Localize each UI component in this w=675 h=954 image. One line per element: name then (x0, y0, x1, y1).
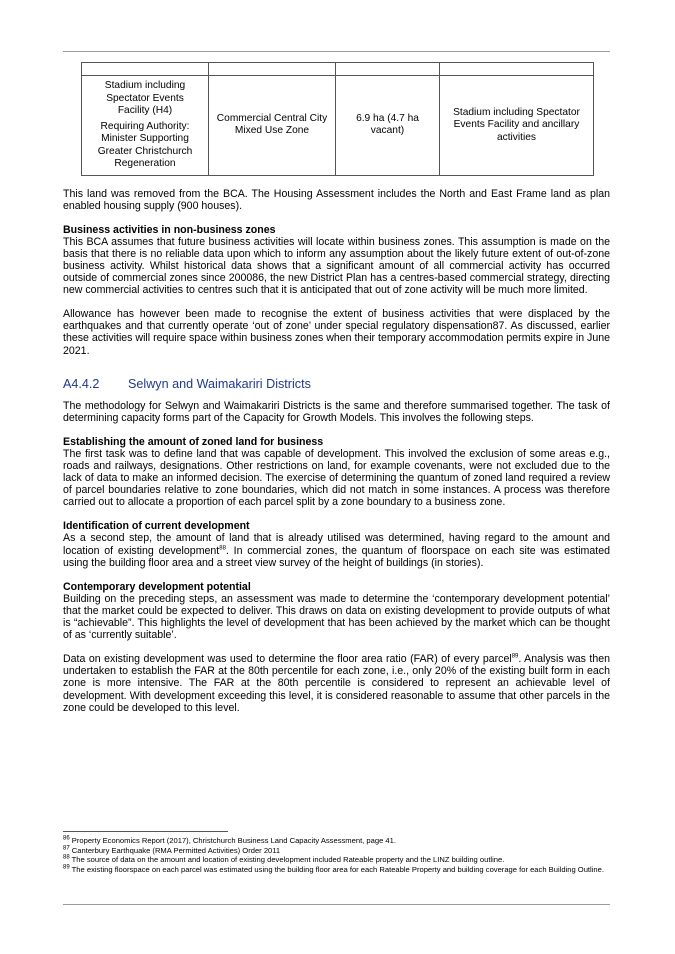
footnote (63, 836, 610, 846)
footnote (63, 855, 610, 865)
footnote-text: Property Economics Report (2017), Christchurch Business Land Capacity Assessment, page 41. (69, 836, 396, 845)
paragraph-far (63, 653, 610, 713)
designation-title-line: Spectator Events (106, 92, 184, 104)
table-cell (440, 63, 594, 76)
paragraph-allowance: Allowance has however been made to recognise the extent of business activities that were displaced by the earthquakes and that currently operate ‘out of zone’ under special regulatory dispensation87. As discussed, earlier these activities will require space within business zones when their temporary accommodation permits expire in June 2021. (63, 308, 611, 357)
text-run: . In commercial zones, the quantum of floorspace on each site was estimated using the building floor area and a street view survey of the height of buildings (in stories). (63, 544, 611, 569)
page-content (63, 62, 610, 714)
section-heading (63, 377, 610, 392)
paragraph-establishing-land: The first task was to define land that was capable of development. This involved the exclusion of some areas e.g., roads and railways, designations. Other restrictions on land, for example covenants, were not excluded due to the lack of data to make an informed decision. The exercise of determining the quantum of zoned land required a review of parcel boundaries relative to zone boundaries, which did not match in some instances. A process was therefore carried out to allocate a proportion of each parcel split by a zone boundary to a business zone. (63, 447, 610, 509)
heading-business-activities: Business activities in non-business zones (63, 223, 276, 236)
footnote (63, 846, 610, 856)
table-row (82, 76, 594, 176)
footnote-text: The source of data on the amount and location of existing development included Rateable property and the LINZ building outline. (69, 855, 505, 864)
footnote-text: The existing floorspace on each parcel was estimated using the building floor area for each Rateable Property and building coverage for each Building Outline. (69, 864, 604, 874)
table-cell-zone: Commercial Central City Mixed Use Zone (209, 76, 336, 176)
paragraph-removed: This land was removed from the BCA. The Housing Assessment includes the North and East Frame land as plan enabled housing supply (900 houses). (63, 187, 610, 212)
heading-current-development: Identification of current development (63, 520, 250, 533)
footnote-number: 86 (63, 835, 70, 842)
footnote (63, 865, 610, 875)
text-run: As a second step, the amount of land that is already utilised was determined, having regard to the amount and location of existing development (63, 532, 610, 557)
header-rule (63, 51, 610, 52)
table-cell (82, 63, 209, 76)
paragraph-business-activities: This BCA assumes that future business activities will locate within business zones. This assumption is made on the basis that there is no reliable data upon which to inform any assumption about the likely future extent of out-of-zone business activity. Whilst historical data shows that a significant amount of all commercial activity has occurred outside of commercial zones since 200086, the new District Plan has a centres-based commercial strategy, directing new commercial activities to centres such that it is anticipated that out of zone activity will be much more limited. (63, 235, 610, 297)
table-cell-area: 6.9 ha (4.7 ha vacant) (336, 76, 440, 176)
footnote-ref: 88 (219, 545, 226, 552)
text-run: . Analysis was then undertaken to establish the FAR at the 80th percentile for each zone, i.e., only 20% of the existing built form in each zone is more intensive. The FAR at the 80th percentile is considered to represent an achievable level of development. With development exceeding this level, it is considered reasonable to assume that other parcels in the zone could be developed to this level. (63, 653, 610, 714)
paragraph-contemporary-potential: Building on the preceding steps, an assessment was made to determine the ‘contemporary development potential’ that the market could be expected to deliver. This draws on data on existing development to provide outputs of what is “achievable”. This highlights the level of development that has been achieved by the market which can be thought of as ‘currently suitable’. (63, 592, 610, 642)
paragraph-current-development (63, 532, 610, 568)
footnote-number: 88 (63, 854, 70, 861)
footer-rule (63, 904, 610, 905)
table-cell-purpose: Stadium including Spectator Events Facility and ancillary activities (440, 76, 594, 176)
designation-title-line: Facility (H4) (117, 105, 173, 116)
table-cell (336, 63, 440, 76)
section-number: A4.4.2 (63, 376, 100, 391)
table-cell-designation (82, 76, 209, 176)
heading-contemporary-potential: Contemporary development potential (63, 580, 251, 593)
footnote-number: 89 (63, 863, 70, 870)
section-title: Selwyn and Waimakariri Districts (128, 376, 311, 391)
heading-establishing-land: Establishing the amount of zoned land for business (63, 435, 324, 448)
text-run: Data on existing development was used to determine the floor area ratio (FAR) of every parcel (63, 653, 512, 666)
table-row (82, 63, 594, 76)
footnote-ref: 89 (511, 653, 519, 660)
requiring-authority-line: Minister Supporting (101, 133, 189, 144)
designation-title-line: Stadium including (104, 80, 186, 91)
requiring-authority-line: Regeneration (114, 158, 176, 169)
table-cell (209, 63, 336, 76)
footnote-text: Canterbury Earthquake (RMA Permitted Activities) Order 2011 (69, 845, 281, 855)
requiring-authority-line: Requiring Authority: (100, 120, 190, 132)
paragraph-methodology: The methodology for Selwyn and Waimakariri Districts is the same and therefore summarised together. The task of determining capacity forms part of the Capacity for Growth Models. This involves the following steps. (63, 399, 610, 424)
designation-table (81, 62, 594, 176)
requiring-authority-line: Greater Christchurch (97, 145, 193, 157)
footnote-number: 87 (63, 844, 70, 851)
footnote-separator (63, 831, 228, 832)
footnotes (63, 836, 610, 874)
